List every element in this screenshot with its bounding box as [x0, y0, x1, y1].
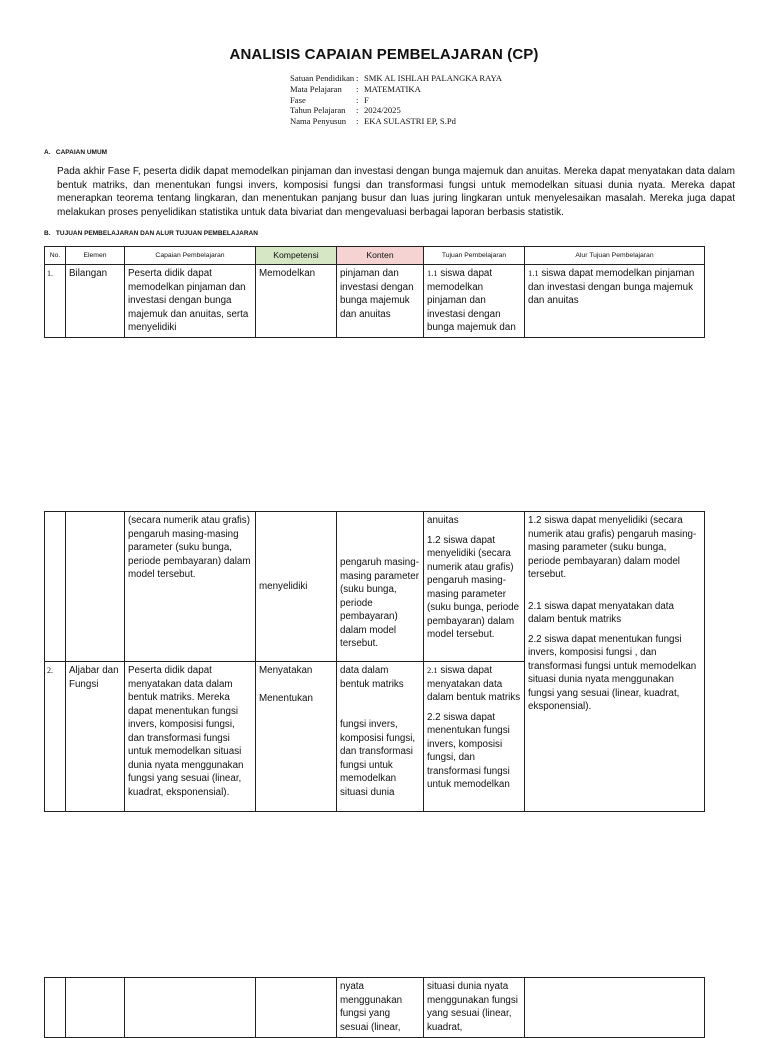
- alur-text: siswa dapat memodelkan pinjaman dan investasi dengan bunga majemuk dan anuitas: [528, 268, 695, 306]
- section-a-title: CAPAIAN UMUM: [55, 149, 108, 156]
- cell-tujuan: [424, 662, 525, 812]
- cell-kompetensi: [256, 662, 337, 812]
- table-row: [45, 978, 705, 1038]
- section-a-heading: [44, 149, 107, 156]
- cell-capaian: (secara numerik atau grafis) pengaruh masing-masing parameter (suku bunga, periode pembayaran) dalam model tersebut.: [125, 512, 256, 662]
- header-no: No.: [45, 247, 66, 265]
- header-tujuan: Tujuan Pembelajaran: [424, 247, 525, 265]
- cell-konten: [337, 662, 424, 812]
- cell-alur: [525, 512, 705, 812]
- alur-text: 2.1 siswa dapat menyatakan data dalam bentuk matriks: [528, 600, 674, 625]
- header-alur: Alur Tujuan Pembelajaran: [525, 247, 705, 265]
- info-row: Mata Pelajaran : MATEMATIKA: [290, 83, 421, 94]
- cell-kompetensi: menyelidiki: [256, 512, 337, 662]
- tujuan-text: 2.2 siswa dapat menentukan fungsi invers, komposisi fungsi, dan transformasi fungsi untuk memodelkan: [427, 711, 510, 790]
- info-value: F: [364, 94, 369, 105]
- section-b-title: TUJUAN PEMBELAJARAN DAN ALUR TUJUAN PEMBELAJARAN: [55, 230, 258, 237]
- info-value: SMK AL ISHLAH PALANGKA RAYA: [364, 73, 503, 83]
- table-row: [45, 512, 705, 662]
- header-kompetensi: Kompetensi: [256, 247, 337, 265]
- tujuan-text: siswa dapat memodelkan pinjaman dan investasi dengan bunga majemuk dan: [427, 268, 516, 333]
- info-value: MATEMATIKA: [364, 83, 421, 94]
- cell-elemen: Bilangan: [66, 265, 125, 338]
- cell-kompetensi: Memodelkan: [256, 265, 337, 338]
- alur-text: 2.2 siswa dapat menentukan fungsi invers, komposisi fungsi , dan transformasi fungsi untuk memodelkan situasi dunia nyata menggunakan fungsi yang sesuai (linear, kuadrat, eksponensial).: [528, 633, 697, 712]
- cell-elemen: [66, 978, 125, 1038]
- cell-tujuan: situasi dunia nyata menggunakan fungsi yang sesuai (linear, kuadrat,: [424, 978, 525, 1038]
- table-row: [45, 265, 705, 338]
- info-key: Nama Penyusun: [290, 116, 347, 127]
- cell-capaian: [125, 978, 256, 1038]
- info-value: EKA SULASTRI EP, S.Pd: [364, 116, 456, 127]
- cp-table-part-3: [44, 977, 705, 1038]
- info-key: Satuan Pendidikan: [290, 73, 355, 83]
- tujuan-text: 1.2 siswa dapat menyelidiki (secara numerik atau grafis) pengaruh masing-masing parameter (suku bunga, periode pembayaran) dalam model tersebut.: [427, 534, 520, 640]
- header-elemen: Elemen: [66, 247, 125, 265]
- header-konten: Konten: [337, 247, 424, 265]
- cell-capaian: Peserta didik dapat menyatakan data dalam bentuk matriks. Mereka dapat menentukan fungsi invers, komposisi fungsi, dan transformasi fungsi untuk memodelkan situasi dunia nyata menggunakan fungsi yang sesuai (linear, kuadrat, eksponensial).: [125, 662, 256, 812]
- cell-tujuan: [424, 265, 525, 338]
- info-value: 2024/2025: [364, 105, 401, 116]
- konten-text: pengaruh masing-masing parameter (suku bunga, periode pembayaran) dalam model tersebut.: [340, 557, 419, 650]
- tujuan-number: 2.1: [427, 665, 438, 675]
- document-info: [290, 73, 502, 127]
- cell-elemen: Aljabar dan Fungsi: [66, 662, 125, 812]
- table-header-row: [45, 247, 705, 265]
- konten-text: fungsi invers, komposisi fungsi, dan transformasi fungsi untuk memodelkan situasi dunia: [340, 719, 416, 798]
- cell-capaian: Peserta didik dapat memodelkan pinjaman dan investasi dengan bunga majemuk dan anuitas, serta menyelidiki: [125, 265, 256, 338]
- info-key: Mata Pelajaran: [290, 83, 342, 94]
- cp-table-part-1: [44, 246, 705, 338]
- section-a-label: A.: [44, 149, 51, 156]
- capaian-umum-text: Pada akhir Fase F, peserta didik dapat memodelkan pinjaman dan investasi dengan bunga majemuk dan anuitas. Mereka dapat menyatakan data dalam bentuk matriks, dan menentukan fungsi invers, komposisi fungsi dan transformasi fungsi untuk memodelkan situasi dunia nyata. Mereka dapat menerapkan teorema tentang lingkaran, dan menentukan panjang busur dan luas juring lingkaran untuk menyelesaikan masalah. Mereka juga dapat melakukan proses penyelidikan statistika untuk data bivariat dan mengevaluasi berbagai laporan berbasis statistik.: [57, 166, 735, 218]
- info-row: Tahun Pelajaran : 2024/2025: [290, 105, 401, 116]
- page-title: ANALISIS CAPAIAN PEMBELAJARAN (CP): [229, 46, 539, 63]
- info-key: Tahun Pelajaran: [290, 105, 346, 116]
- kompetensi-text: Menentukan: [259, 692, 313, 704]
- tujuan-text: anuitas: [427, 515, 459, 526]
- cell-kompetensi: [256, 978, 337, 1038]
- info-row: Fase : F: [290, 94, 369, 105]
- cell-alur: [525, 265, 705, 338]
- cell-elemen: [66, 512, 125, 662]
- cell-konten: pinjaman dan investasi dengan bunga majemuk dan anuitas: [337, 265, 424, 338]
- cell-konten: nyata menggunakan fungsi yang sesuai (linear,: [337, 978, 424, 1038]
- cell-tujuan: [424, 512, 525, 662]
- cell-no: [45, 512, 66, 662]
- info-row: Satuan Pendidikan : SMK AL ISHLAH PALANGKA RAYA: [290, 73, 503, 83]
- info-key: Fase: [290, 94, 306, 105]
- cell-no: 1.: [45, 265, 66, 338]
- kompetensi-text: Menyatakan: [259, 665, 313, 676]
- tujuan-text-part: siswa dapat menyatakan data dalam bentuk matriks: [427, 665, 521, 703]
- konten-text: data dalam bentuk matriks: [340, 665, 404, 690]
- alur-text: 1.2 siswa dapat menyelidiki (secara numerik atau grafis) pengaruh masing-masing parameter (suku bunga, periode pembayaran) dalam model tersebut.: [528, 515, 697, 580]
- section-b-label: B.: [44, 230, 51, 237]
- cell-alur: [525, 978, 705, 1038]
- info-row: Nama Penyusun : EKA SULASTRI EP, S.Pd: [290, 116, 456, 127]
- section-b-heading: [44, 230, 258, 237]
- alur-number: 1.1: [528, 268, 539, 278]
- tujuan-number: 1.1: [427, 268, 438, 278]
- tujuan-text: [427, 664, 521, 705]
- cell-konten: [337, 512, 424, 662]
- cp-table-part-2: [44, 511, 705, 812]
- cell-no: 2.: [45, 662, 66, 812]
- header-capaian: Capaian Pembelajaran: [125, 247, 256, 265]
- cell-no: [45, 978, 66, 1038]
